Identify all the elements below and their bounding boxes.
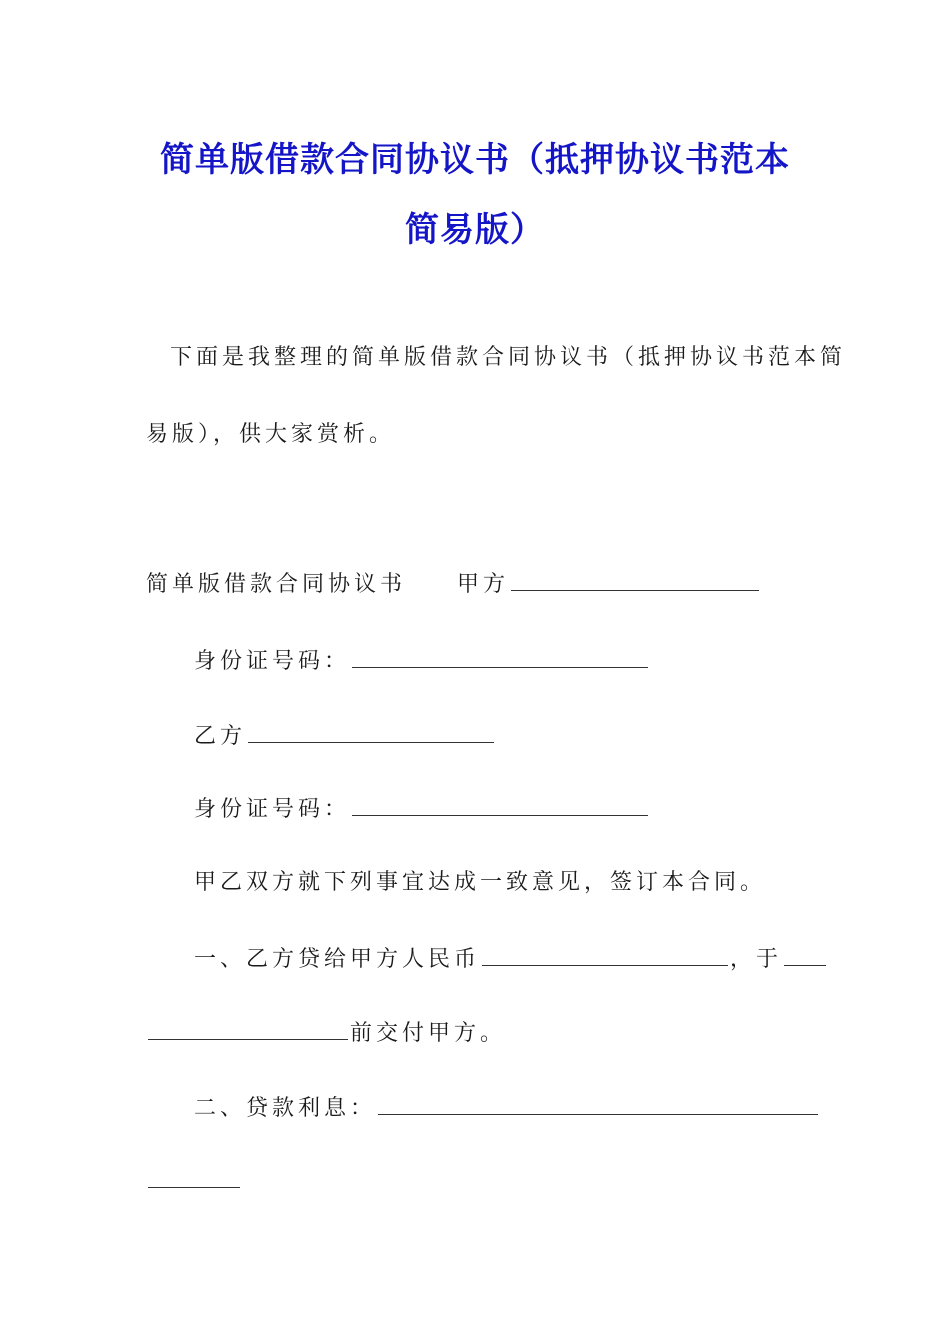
party-a-id-blank[interactable] xyxy=(352,645,648,668)
clause-1-text: 一、乙方贷给甲方人民币 xyxy=(194,947,481,972)
agreement-statement: 甲乙双方就下列事宜达成一致意见，签订本合同。 xyxy=(194,870,767,895)
clause-2-row-1 xyxy=(194,1092,820,1124)
clause-1-delivery-text: 前交付甲方。 xyxy=(350,1021,507,1046)
party-a-row xyxy=(146,568,761,600)
intro-paragraph-line-1: 下面是我整理的简单版借款合同协议书（抵押协议书范本简 xyxy=(170,345,847,370)
party-b-id-row xyxy=(194,793,650,825)
loan-amount-blank[interactable] xyxy=(482,943,728,966)
party-b-blank[interactable] xyxy=(248,720,494,743)
document-title-line-1: 简单版借款合同协议书（抵押协议书范本 xyxy=(160,140,790,180)
id-label: 身份证号码： xyxy=(194,649,351,674)
interest-blank-end[interactable] xyxy=(148,1165,240,1188)
id-label: 身份证号码： xyxy=(194,797,351,822)
clause-1-row-1 xyxy=(194,943,828,975)
party-a-label: 甲方 xyxy=(457,572,510,597)
party-b-row xyxy=(194,720,496,752)
clause-1-row-2 xyxy=(146,1017,506,1049)
party-a-id-row xyxy=(194,645,650,677)
clause-1-date-prefix: ，于 xyxy=(730,947,783,972)
clause-2-row-2 xyxy=(146,1165,242,1197)
party-b-id-blank[interactable] xyxy=(352,793,648,816)
party-b-label: 乙方 xyxy=(194,724,247,749)
loan-date-blank-start[interactable] xyxy=(784,943,826,966)
clause-2-label: 二、贷款利息： xyxy=(194,1096,377,1121)
document-title-line-2: 简易版） xyxy=(405,210,545,250)
interest-blank-start[interactable] xyxy=(378,1092,818,1115)
contract-heading: 简单版借款合同协议书 xyxy=(146,572,407,597)
intro-paragraph-line-2: 易版），供大家赏析。 xyxy=(146,422,396,447)
loan-date-blank-end[interactable] xyxy=(148,1017,348,1040)
party-a-blank[interactable] xyxy=(511,568,759,591)
